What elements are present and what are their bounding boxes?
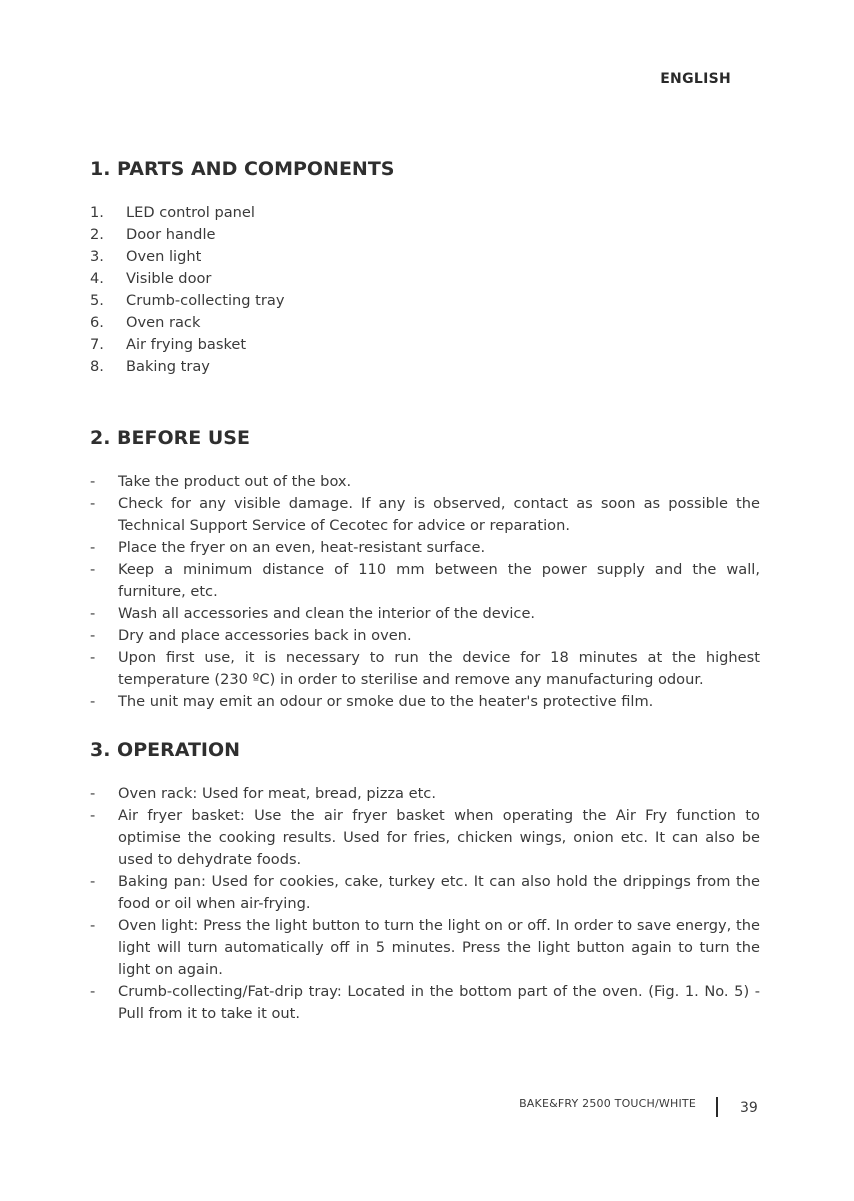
- list-item: - Oven rack: Used for meat, bread, pizza etc.: [90, 785, 436, 802]
- list-item: 6. Oven rack: [90, 314, 201, 331]
- list-item: 5. Crumb-collecting tray: [90, 292, 285, 309]
- list-item: 2. Door handle: [90, 226, 216, 243]
- operation-list: [90, 783, 760, 1025]
- before-use-section: [90, 426, 760, 713]
- parts-section: [90, 157, 760, 378]
- operation-heading: 3. OPERATION: [90, 739, 241, 761]
- list-item: 7. Air frying basket: [90, 336, 247, 353]
- list-item: - Wash all accessories and clean the interior of the device.: [90, 605, 536, 622]
- footer-model-name: BAKE&FRY 2500 TOUCH/WHITE: [519, 1097, 696, 1110]
- language-label: ENGLISH: [660, 71, 731, 87]
- list-item: - Upon first use, it is necessary to run the device for 18 minutes at the highest temperature (230 ºC) in order to sterilise and remove any manufacturing odour.: [90, 649, 760, 688]
- list-item: - Air fryer basket: Use the air fryer basket when operating the Air Fry function to optimise the cooking results. Used for fries, chicken wings, onion etc. It can also be used to dehydrate foods.: [90, 807, 760, 868]
- before-use-list: [90, 471, 760, 713]
- list-item: - Crumb-collecting/Fat-drip tray: Located in the bottom part of the oven. (Fig. 1. No. 5) - Pull from it to take it out.: [90, 983, 760, 1022]
- list-item: - Place the fryer on an even, heat-resistant surface.: [90, 539, 486, 556]
- list-item: 4. Visible door: [90, 270, 212, 287]
- list-item: - Take the product out of the box.: [90, 473, 352, 490]
- page-number: 39: [740, 1100, 758, 1116]
- list-item: - The unit may emit an odour or smoke due to the heater's protective film.: [90, 693, 654, 710]
- footer-divider: [716, 1097, 718, 1117]
- list-item: 3. Oven light: [90, 248, 202, 265]
- operation-section: [90, 738, 760, 1025]
- list-item: 8. Baking tray: [90, 358, 210, 375]
- list-item: - Check for any visible damage. If any is observed, contact as soon as possible the Technical Support Service of Cecotec for advice or reparation.: [90, 495, 760, 534]
- parts-heading: 1. PARTS AND COMPONENTS: [90, 158, 395, 180]
- list-item: - Baking pan: Used for cookies, cake, turkey etc. It can also hold the drippings from the food or oil when air-frying.: [90, 873, 760, 912]
- list-item: 1. LED control panel: [90, 204, 255, 221]
- list-item: - Oven light: Press the light button to turn the light on or off. In order to save energy, the light will turn automatically off in 5 minutes. Press the light button again to turn the light on again.: [90, 917, 760, 978]
- parts-list: [90, 202, 760, 378]
- before-use-heading: 2. BEFORE USE: [90, 427, 250, 449]
- list-item: - Keep a minimum distance of 110 mm between the power supply and the wall, furniture, etc.: [90, 561, 760, 600]
- list-item: - Dry and place accessories back in oven.: [90, 627, 412, 644]
